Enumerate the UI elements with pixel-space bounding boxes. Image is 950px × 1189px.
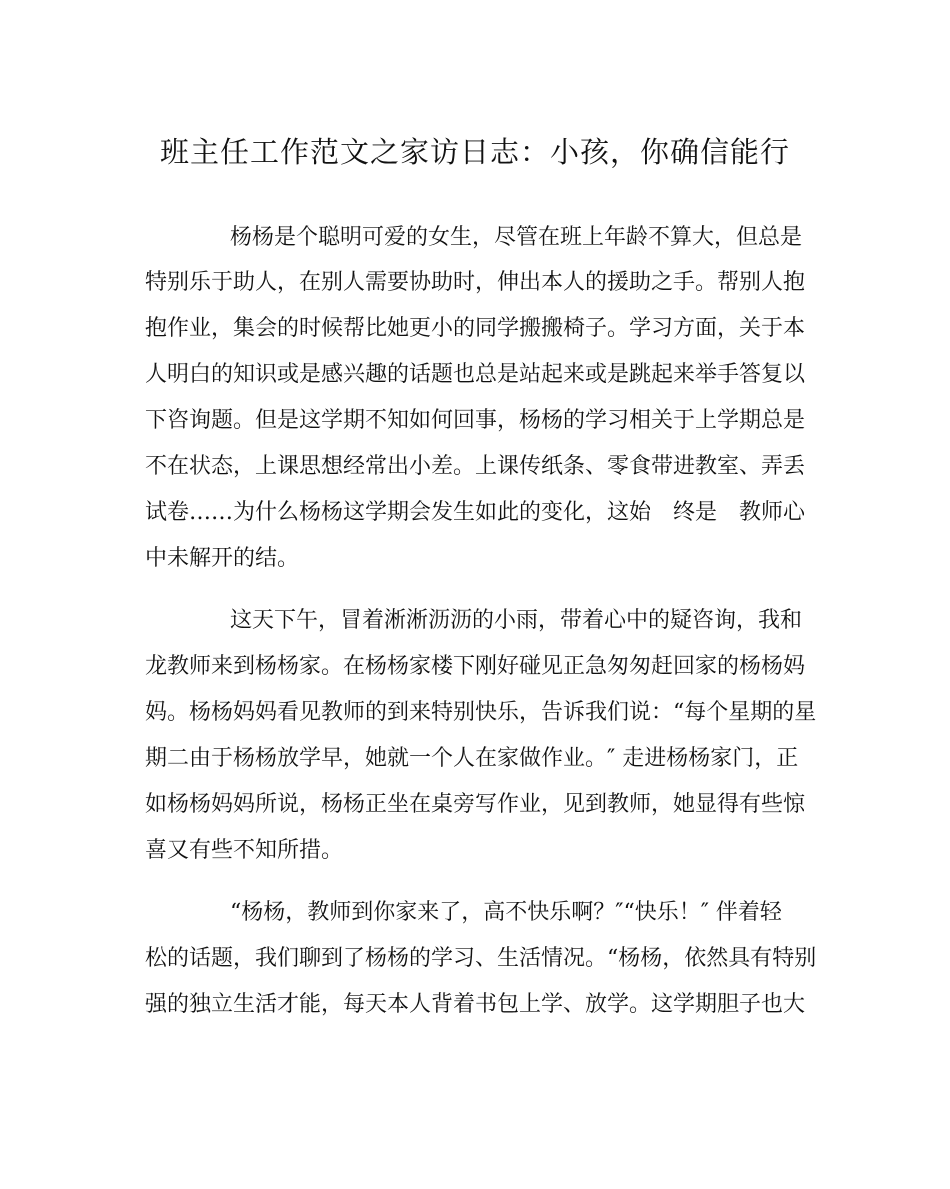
paragraph-2-line-2: 龙教师来到杨杨家。在杨杨家楼下刚好碰见正急匆匆赶回家的杨杨妈 — [145, 654, 806, 679]
paragraph-2-line-4: 期二由于杨杨放学早，她就一个人在家做作业。″ 走进杨杨家门，正 — [145, 746, 799, 771]
paragraph-2-line-3: 妈。杨杨妈妈看见教师的到来特别快乐，告诉我们说：“每个星期的星 — [145, 700, 817, 725]
paragraph-1-line-4: 人明白的知识或是感兴趣的话题也总是站起来或是跳起来举手答复以 — [145, 362, 806, 387]
paragraph-3-line-2: 松的话题，我们聊到了杨杨的学习、生活情况。“杨杨，依然具有特别 — [145, 946, 817, 971]
paragraph-3-line-1: “杨杨，教师到你家来了，高不快乐啊？″“快乐！″ 伴着轻 — [230, 900, 782, 925]
paragraph-1-line-8: 中未解开的结。 — [145, 546, 300, 571]
paragraph-1-line-1: 杨杨是个聪明可爱的女生，尽管在班上年龄不算大，但总是 — [230, 225, 803, 250]
document-title: 班主任工作范文之家访日志：小孩，你确信能行 — [159, 135, 790, 169]
paragraph-1-line-7: 试卷……为什么杨杨这学期会发生如此的变化，这始 终是 教师心 — [145, 500, 806, 525]
paragraph-2-line-6: 喜又有些不知所措。 — [145, 838, 344, 863]
paragraph-1-line-5: 下咨询题。但是这学期不知如何回事，杨杨的学习相关于上学期总是 — [145, 408, 806, 433]
paragraph-1-line-6: 不在状态，上课思想经常出小差。上课传纸条、零食带进教室、弄丢 — [145, 454, 806, 479]
paragraph-1-line-2: 特别乐于助人，在别人需要协助时，伸出本人的援助之手。帮别人抱 — [145, 270, 806, 295]
paragraph-3-line-3: 强的独立生活才能，每天本人背着书包上学、放学。这学期胆子也大 — [145, 992, 806, 1017]
paragraph-2-line-1: 这天下午，冒着淅淅沥沥的小雨，带着心中的疑咨询，我和 — [230, 608, 803, 633]
paragraph-2-line-5: 如杨杨妈妈所说，杨杨正坐在桌旁写作业，见到教师，她显得有些惊 — [145, 792, 806, 817]
paragraph-1-line-3: 抱作业，集会的时候帮比她更小的同学搬搬椅子。学习方面，关于本 — [145, 316, 806, 341]
